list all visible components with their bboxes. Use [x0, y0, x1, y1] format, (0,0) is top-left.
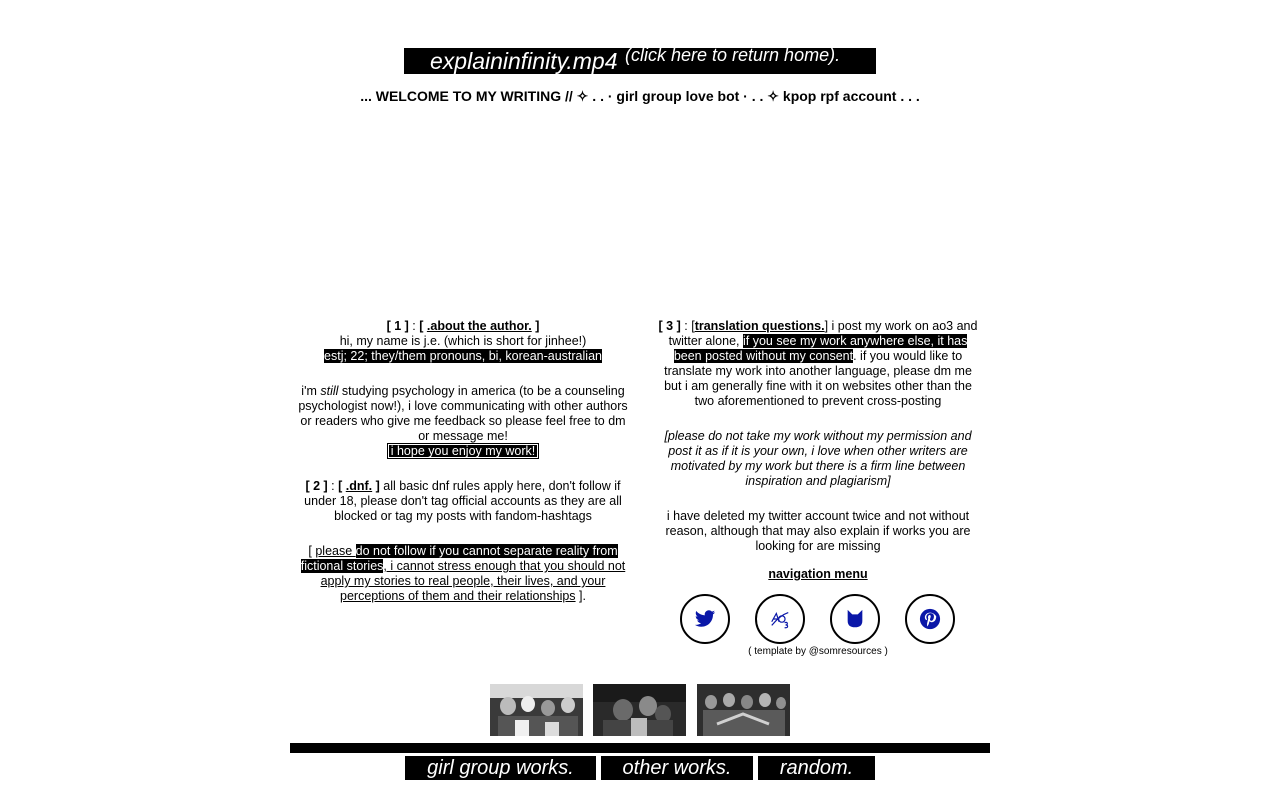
- footer-divider: [290, 743, 990, 753]
- translation-questions-link[interactable]: translation questions.: [694, 319, 825, 333]
- section1-bracket-open: [: [419, 319, 427, 333]
- home-link[interactable]: (click here to return home).: [625, 45, 841, 65]
- reality-note: [298, 544, 628, 604]
- thumbnail-image: [697, 684, 790, 736]
- twitter-button[interactable]: [680, 594, 730, 644]
- section2-bracket-open: [: [338, 479, 346, 493]
- ao3-button[interactable]: [755, 594, 805, 644]
- section3-number: [ 3 ]: [658, 319, 681, 333]
- section1-heading: [298, 319, 628, 334]
- dnf-link[interactable]: .dnf.: [345, 479, 373, 493]
- translation-highlight: if you see my work anywhere else, it has been posted without my consent: [673, 334, 968, 363]
- left-column: [298, 319, 628, 604]
- translation-text-rest: . if you would like to translate my work into another language, please dm me but i am generally fine with it on websites other than the two aforementioned to prevent cross-posting: [664, 349, 972, 408]
- tagline: ... WELCOME TO MY WRITING // ✧ . . · girl group love bot · . . ✧ kpop rpf account . . .: [360, 88, 920, 104]
- site-title: explaininfinity.mp4: [430, 48, 618, 74]
- plagiarism-note: [please do not take my work without my permission and post it as if it is your own, i love when other writers are motivated by my work but there is a firm line between inspiration and plagiarism]: [664, 429, 972, 488]
- section3-paragraph: [656, 319, 980, 409]
- section2-paragraph: [298, 479, 628, 524]
- author-bio: [298, 384, 628, 444]
- note-bracket-close: ].: [575, 589, 586, 603]
- girl-group-works-button[interactable]: girl group works.: [405, 756, 596, 780]
- section2-colon: :: [327, 479, 339, 493]
- bio-rest: studying psychology in america (to be a counseling psychologist now!), i love communicating with other authors or readers who give me feedback so please feel free to dm or message me!: [298, 384, 628, 443]
- translation-text-start: i post my work on ao3 and twitter alone,: [668, 319, 978, 348]
- deleted-account-note: i have deleted my twitter account twice and not without reason, although that may also explain if works you are looking for are missing: [665, 509, 971, 553]
- bio-still: still: [320, 384, 339, 398]
- section3-colon: :: [680, 319, 692, 333]
- navigation-menu-link[interactable]: navigation menu: [768, 567, 868, 581]
- ao3-logo-icon: [769, 608, 791, 630]
- note-please: please: [315, 544, 356, 558]
- cat-button[interactable]: [830, 594, 880, 644]
- twitter-bird-icon: [694, 608, 716, 630]
- thumbnail-image: [593, 684, 686, 736]
- note-rest: , i cannot stress enough that you should not apply my stories to real people, their lives, and your perceptions of them and their relationships: [320, 559, 626, 603]
- other-works-button[interactable]: other works.: [601, 756, 753, 780]
- note-bracket-open: [: [308, 544, 316, 558]
- section1-number: [ 1 ]: [386, 319, 409, 333]
- random-button[interactable]: random.: [758, 756, 875, 780]
- section3-bracket-open: [: [691, 319, 695, 333]
- section1-colon: :: [408, 319, 420, 333]
- header-bar: [404, 45, 876, 74]
- pinterest-button[interactable]: [905, 594, 955, 644]
- about-author-link[interactable]: .about the author.: [426, 319, 532, 333]
- cat-head-icon: [844, 608, 866, 630]
- pinterest-icon: [919, 608, 941, 630]
- author-intro: hi, my name is j.e. (which is short for jinhee!): [339, 334, 587, 348]
- section3-bracket-close: ]: [824, 319, 829, 333]
- section2-number: [ 2 ]: [305, 479, 328, 493]
- author-details: estj; 22; they/them pronouns, bi, korean-australian: [324, 349, 602, 363]
- section2-bracket-close: ]: [372, 479, 380, 493]
- template-credit: ( template by @somresources ): [748, 646, 888, 657]
- enjoy-badge: i hope you enjoy my work!: [388, 444, 539, 458]
- thumbnail-image: [490, 684, 583, 736]
- section1-bracket-close: ]: [531, 319, 540, 333]
- bio-start: i'm: [301, 384, 321, 398]
- note-highlight: do not follow if you cannot separate reality from fictional stories: [300, 544, 618, 573]
- right-column: [656, 319, 980, 582]
- dnf-rules: all basic dnf rules apply here, don't follow if under 18, please don't tag official accounts as they are all blocked or tag my posts with fandom-hashtags: [304, 479, 622, 523]
